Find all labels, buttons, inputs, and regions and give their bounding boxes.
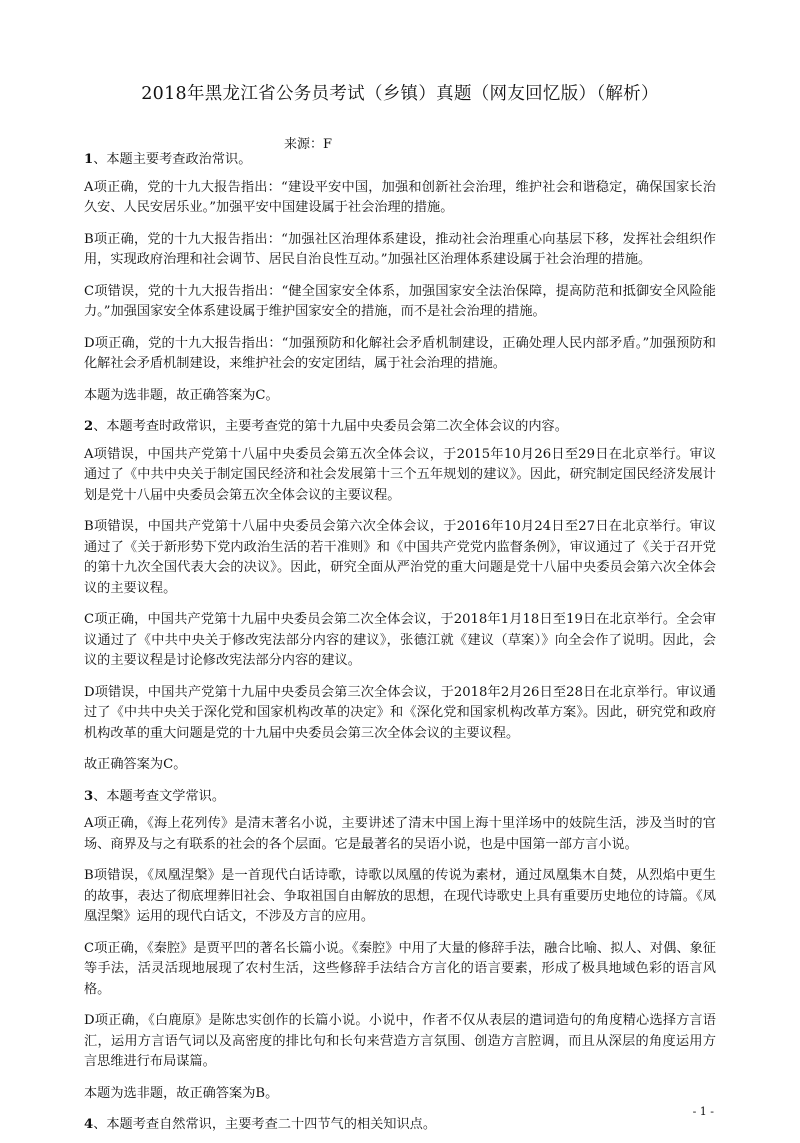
option-paragraph: A项正确，《海上花列传》是清末著名小说，主要讲述了清末中国上海十里洋场中的妓院生活，涉及当时的官场、商界及与之有联系的社会的各个层面。它是最著名的吴语小说，也是中国第一部方言小说。 bbox=[84, 816, 716, 852]
question-heading-text: 、本题考查自然常识，主要考查二十四节气的相关知识点。 bbox=[93, 1117, 437, 1132]
question-heading-text: 、本题主要考查政治常识。 bbox=[93, 152, 252, 167]
question-heading bbox=[84, 150, 716, 171]
question-number: 3 bbox=[84, 788, 94, 804]
page-number: - 1 - bbox=[692, 1105, 714, 1118]
option-paragraph: B项错误，中国共产党第十八届中央委员会第六次全体会议，于2016年10月24日至27日在北京举行。审议通过了《关于新形势下党内政治生活的若干准则》和《中国共产党党内监督条例》，审议通过了《关于召开党的第十九次全国代表大会的决议》。因此，研究全面从严治党的重大问题是党十八届中央委员会第六次全体会议的主要议程。 bbox=[84, 519, 716, 596]
page-title: 2018年黑龙江省公务员考试（乡镇）真题（网友回忆版）（解析） bbox=[141, 84, 659, 104]
option-paragraph: B项错误，《凤凰涅槃》是一首现代白话诗歌，诗歌以凤凰的传说为素材，通过凤凰集木自焚，从烈焰中更生的故事，表达了彻底埋葬旧社会、争取祖国自由解放的思想，在现代诗歌史上具有重要历史地位的诗篇。《凤凰涅槃》运用的现代白话文，不涉及方言的应用。 bbox=[84, 868, 716, 924]
option-paragraph: A项正确，党的十九大报告指出：“建设平安中国，加强和创新社会治理，维护社会和谐稳定，确保国家长治久安、人民安居乐业。”加强平安中国建设属于社会治理的措施。 bbox=[84, 179, 716, 215]
answer-conclusion: 本题为选非题，故正确答案为C。 bbox=[84, 387, 279, 403]
option-paragraph: D项正确，《白鹿原》是陈忠实创作的长篇小说。小说中，作者不仅从表层的遣词造句的角度精心选择方言语汇，运用方言语气词以及高密度的排比句和长句来营造方言氛围、创造方言腔调，而且从深层的角度运用方言思维进行布局谋篇。 bbox=[84, 1013, 716, 1069]
source-line: 来源：F bbox=[284, 137, 333, 152]
option-paragraph: A项错误，中国共产党第十八届中央委员会第五次全体会议，于2015年10月26日至29日在北京举行。审议通过了《中共中央关于制定国民经济和社会发展第十三个五年规划的建议》。因此，研究制定国民经济发展计划是党十八届中央委员会第五次全体会议的主要议程。 bbox=[84, 446, 716, 503]
option-paragraph: D项正确，党的十九大报告指出：“加强预防和化解社会矛盾机制建设，正确处理人民内部矛盾。”加强预防和化解社会矛盾机制建设，来维护社会的安定团结，属于社会治理的措施。 bbox=[84, 335, 716, 371]
option-paragraph: C项正确，《秦腔》是贾平凹的著名长篇小说。《秦腔》中用了大量的修辞手法，融合比喻、拟人、对偶、象征等手法，活灵活现地展现了农村生活，这些修辞手法结合方言化的语言要素，形成了极具地域色彩的语言风格。 bbox=[84, 940, 716, 997]
question-number: 2 bbox=[84, 419, 94, 434]
option-paragraph: D项错误，中国共产党第十九届中央委员会第三次全体会议，于2018年2月26日至28日在北京举行。审议通过了《中共中央关于深化党和国家机构改革的决定》和《深化党和国家机构改革方案》。因此，研究党和政府机构改革的重大问题是党的十九届中央委员会第三次全体会议的主要议程。 bbox=[84, 684, 716, 741]
question-heading bbox=[84, 787, 716, 808]
question-heading bbox=[84, 1115, 716, 1136]
question-number: 1 bbox=[84, 152, 94, 167]
option-paragraph: B项正确，党的十九大报告指出：“加强社区治理体系建设，推动社会治理重心向基层下移，发挥社会组织作用，实现政府治理和社会调节、居民自治良性互动。”加强社区治理体系建设属于社会治理的措施。 bbox=[84, 231, 716, 267]
option-paragraph: C项正确，中国共产党第十九届中央委员会第二次全体会议，于2018年1月18日至19日在北京举行。全会审议通过了《中共中央关于修改宪法部分内容的建议》，张德江就《建议（草案）》向全会作了说明。因此，会议的主要议程是讨论修改宪法部分内容的建议。 bbox=[84, 612, 716, 668]
question-number: 4 bbox=[84, 1117, 94, 1132]
question-heading-text: 、本题考查文学常识。 bbox=[93, 788, 226, 804]
answer-conclusion: 本题为选非题，故正确答案为B。 bbox=[84, 1085, 279, 1101]
question-heading-text: 、本题考查时政常识，主要考查党的第十九届中央委员会第二次全体会议的内容。 bbox=[93, 419, 568, 434]
option-paragraph: C项错误，党的十九大报告指出：“健全国家安全体系，加强国家安全法治保障，提高防范和抵御安全风险能力。”加强国家安全体系建设属于维护国家安全的措施，而不是社会治理的措施。 bbox=[84, 283, 716, 319]
content-body bbox=[84, 150, 716, 1143]
answer-conclusion: 故正确答案为C。 bbox=[84, 757, 187, 772]
question-heading bbox=[84, 417, 716, 438]
